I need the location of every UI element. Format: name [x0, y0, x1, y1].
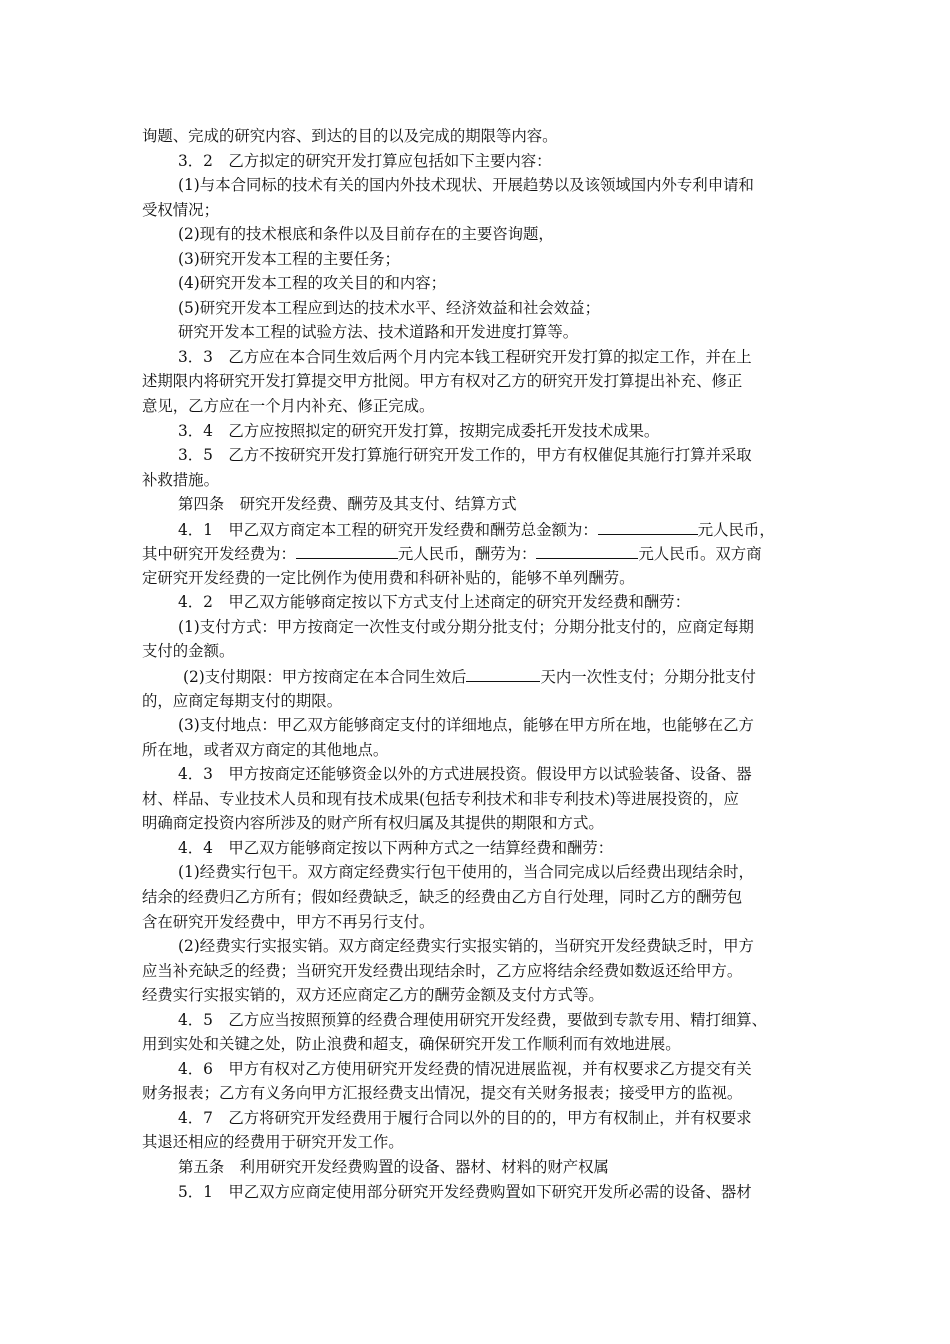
text-line: 所在地，或者双方商定的其他地点。 — [142, 740, 389, 759]
text-line: 意见，乙方应在一个月内补充、修正完成。 — [142, 397, 435, 416]
text-line: 用到实处和关键之处，防止浪费和超支，确保研究开发工作顺利而有效地进展。 — [142, 1035, 681, 1054]
text-segment: 其中研究开发经费为： — [142, 545, 296, 564]
fill-in-blank — [296, 541, 398, 559]
text-line: 其退还相应的经费用于研究开发工作。 — [142, 1133, 404, 1152]
text-line: 经费实行实报实销的，双方还应商定乙方的酬劳金额及支付方式等。 — [142, 986, 604, 1005]
text-line: (4)研究开发本工程的攻关目的和内容； — [178, 274, 447, 293]
text-line: 4．6 甲方有权对乙方使用研究开发经费的情况进展监视，并有权要求乙方提交有关 — [178, 1059, 752, 1078]
text-line: 4．5 乙方应当按照预算的经费合理使用研究开发经费，要做到专款专用、精打细算、 — [178, 1010, 768, 1029]
text-line: 4．3 甲方按商定还能够资金以外的方式进展投资。假设甲方以试验装备、设备、器 — [178, 765, 752, 784]
text-line: 4．7 乙方将研究开发经费用于履行合同以外的目的的，甲方有权制止，并有权要求 — [178, 1108, 752, 1127]
text-line: 3．4 乙方应按照拟定的研究开发打算，按期完成委托开发技术成果。 — [178, 421, 660, 440]
text-line: (5)研究开发本工程应到达的技术水平、经济效益和社会效益； — [178, 298, 600, 317]
fill-in-blank — [536, 541, 638, 559]
text-line: 3．5 乙方不按研究开发打算施行研究开发工作的，甲方有权催促其施行打算并采取 — [178, 446, 752, 465]
text-line: 3．3 乙方应在本合同生效后两个月内完本钱工程研究开发打算的拟定工作，并在上 — [178, 347, 752, 366]
text-line: 3．2 乙方拟定的研究开发打算应包括如下主要内容： — [178, 151, 552, 170]
text-line: 研究开发本工程的试验方法、技术道路和开发进度打算等。 — [178, 323, 579, 342]
text-line: (1)支付方式：甲方按商定一次性支付或分期分批支付；分期分批支付的，应商定每期 — [178, 617, 754, 636]
text-segment: 元人民币， — [697, 520, 775, 539]
text-line: 受权情况； — [142, 200, 219, 219]
article-heading: 第五条 利用研究开发经费购置的设备、器材、材料的财产权属 — [178, 1157, 609, 1176]
text-line: 结余的经费归乙方所有；假如经费缺乏，缺乏的经费由乙方自行处理，同时乙方的酬劳包 — [142, 887, 743, 906]
text-line: 述期限内将研究开发打算提交甲方批阅。甲方有权对乙方的研究开发打算提出补充、修正 — [142, 372, 743, 391]
text-line-with-blank — [142, 541, 810, 566]
text-line: 含在研究开发经费中，甲方不再另行支付。 — [142, 912, 435, 931]
text-line: 的，应商定每期支付的期限。 — [142, 691, 343, 710]
document-body — [142, 124, 810, 1204]
text-line: 支付的金额。 — [142, 642, 235, 661]
text-line: (1)与本合同标的技术有关的国内外技术现状、开展趋势以及该领域国内外专利申请和 — [178, 176, 754, 195]
text-line-with-blank — [142, 664, 810, 689]
text-line: (2)现有的技术根底和条件以及目前存在的主要咨询题， — [178, 225, 554, 244]
text-line: 明确商定投资内容所涉及的财产所有权归属及其提供的期限和方式。 — [142, 814, 604, 833]
text-line: (1)经费实行包干。双方商定经费实行包干使用的，当合同完成以后经费出现结余时， — [178, 863, 754, 882]
text-segment: 4．1 甲乙双方商定本工程的研究开发经费和酬劳总金额为： — [178, 520, 598, 539]
text-line: (3)支付地点：甲乙双方能够商定支付的详细地点，能够在甲方所在地，也能够在乙方 — [178, 716, 754, 735]
text-line: 应当补充缺乏的经费；当研究开发经费出现结余时，乙方应将结余经费如数返还给甲方。 — [142, 961, 743, 980]
article-heading: 第四条 研究开发经费、酬劳及其支付、结算方式 — [178, 495, 517, 514]
fill-in-blank — [466, 664, 540, 682]
text-line: (3)研究开发本工程的主要任务； — [178, 249, 400, 268]
fill-in-blank — [598, 517, 698, 535]
text-line: 补救措施。 — [142, 470, 219, 489]
text-segment: 元人民币。双方商 — [638, 545, 762, 564]
text-line: 财务报表；乙方有义务向甲方汇报经费支出情况，提交有关财务报表；接受甲方的监视。 — [142, 1084, 743, 1103]
text-line: 5．1 甲乙双方应商定使用部分研究开发经费购置如下研究开发所必需的设备、器材 — [178, 1182, 752, 1201]
text-line: (2)经费实行实报实销。双方商定经费实行实报实销的，当研究开发经费缺乏时，甲方 — [178, 937, 754, 956]
text-line: 4．2 甲乙双方能够商定按以下方式支付上述商定的研究开发经费和酬劳： — [178, 593, 691, 612]
text-segment: 元人民币，酬劳为： — [397, 545, 537, 564]
text-line: 4．4 甲乙双方能够商定按以下两种方式之一结算经费和酬劳： — [178, 838, 614, 857]
text-segment: (2)支付期限：甲方按商定在本合同生效后 — [183, 668, 467, 687]
text-line: 定研究开发经费的一定比例作为使用费和科研补贴的，能够不单列酬劳。 — [142, 568, 635, 587]
text-line: 材、样品、专业技术人员和现有技术成果(包括专利技术和非专利技术)等进展投资的，应 — [142, 789, 739, 808]
text-line-with-blank — [142, 517, 810, 542]
text-segment: 天内一次性支付；分期分批支付 — [540, 668, 756, 687]
text-line: 询题、完成的研究内容、到达的目的以及完成的期限等内容。 — [142, 127, 558, 145]
